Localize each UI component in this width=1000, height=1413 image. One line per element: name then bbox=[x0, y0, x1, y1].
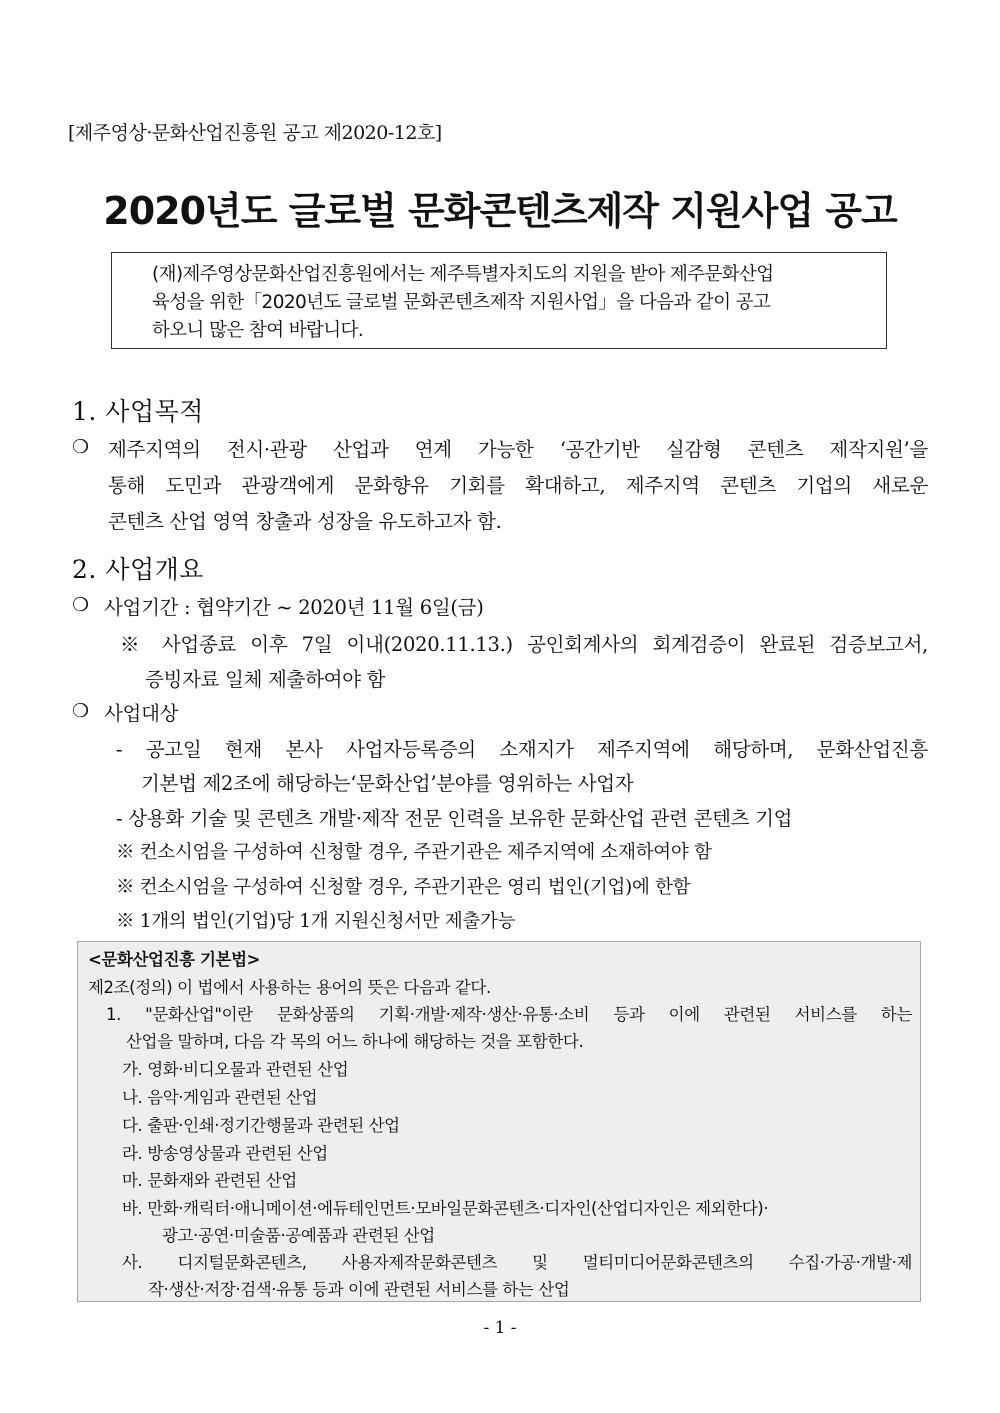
law-sub-item: 가. 영화·비디오물과 관련된 산업 bbox=[122, 1060, 349, 1079]
period-note-line: 증빙자료 일체 제출하여야 함 bbox=[145, 668, 386, 691]
law-sub-item: 바. 만화·캐릭터·애니메이션·에듀테인먼트·모바일문화콘텐츠·디자인(산업디자인은 제외한다)· bbox=[122, 1199, 769, 1218]
section1-heading: 1. 사업목적 bbox=[72, 397, 204, 426]
document-title: 2020년도 글로벌 문화콘텐츠제작 지원사업 공고 bbox=[103, 189, 897, 233]
law-sub-item: 다. 출판·인쇄·정기간행물과 관련된 산업 bbox=[122, 1116, 400, 1135]
page-number: - 1 - bbox=[483, 1318, 517, 1338]
intro-line: 하오니 많은 참여 바랍니다. bbox=[152, 320, 364, 341]
target-item2: - 상용화 기술 및 콘텐츠 개발·제작 전문 인력을 보유한 문화산업 관련 콘텐츠 기업 bbox=[116, 807, 793, 830]
section1-line: 콘텐츠 산업 영역 창출과 성장을 유도하고자 함. bbox=[108, 510, 502, 533]
law-item1-line: 1. "문화산업"이란 문화상품의 기획·개발·제작·생산·유통·소비 등과 이에 관련된 서비스를 하는 bbox=[106, 1005, 912, 1024]
law-sub-item: 나. 음악·게임과 관련된 산업 bbox=[122, 1088, 318, 1107]
law-reference-box bbox=[77, 941, 921, 1302]
section2-heading: 2. 사업개요 bbox=[72, 555, 204, 584]
target-item1-line: - 공고일 현재 본사 사업자등록증의 소재지가 제주지역에 해당하며, 문화산업진흥 bbox=[116, 738, 928, 761]
intro-line: 육성을 위한「2020년도 글로벌 문화콘텐츠제작 지원사업」을 다음과 같이 공고 bbox=[152, 292, 771, 313]
target-text: 사업대상 bbox=[104, 702, 179, 725]
target-note: ※ 컨소시엄을 구성하여 신청할 경우, 주관기관은 제주지역에 소재하여야 함 bbox=[116, 842, 712, 863]
intro-box bbox=[111, 252, 887, 349]
intro-line: (재)제주영상문화산업진흥원에서는 제주특별자치도의 지원을 받아 제주문화산업 bbox=[152, 264, 774, 285]
law-sub-item: 작·생산·저장·검색·유통 등과 이에 관련된 서비스를 하는 산업 bbox=[148, 1280, 570, 1299]
law-sub-item: 라. 방송영상물과 관련된 산업 bbox=[122, 1144, 328, 1163]
law-article: 제2조(정의) 이 법에서 사용하는 용어의 뜻은 다음과 같다. bbox=[88, 978, 491, 997]
period-text: 사업기간 : 협약기간 ~ 2020년 11월 6일(금) bbox=[104, 596, 484, 619]
law-item1-line: 산업을 말하며, 다음 각 목의 어느 하나에 해당하는 것을 포함한다. bbox=[126, 1032, 584, 1051]
law-sub-item: 마. 문화재와 관련된 산업 bbox=[122, 1171, 297, 1190]
period-note-line: ※ 사업종료 이후 7일 이내(2020.11.13.) 공인회계사의 회계검증이 완료된 검증보고서, bbox=[120, 633, 928, 656]
period-bullet-icon: ❍ bbox=[72, 594, 90, 616]
target-note: ※ 컨소시엄을 구성하여 신청할 경우, 주관기관은 영리 법인(기업)에 한함 bbox=[116, 877, 691, 898]
section1-line: 통해 도민과 관광객에게 문화향유 기회를 확대하고, 제주지역 콘텐츠 기업의 새로운 bbox=[108, 474, 928, 497]
section1-line: 제주지역의 전시·관광 산업과 연계 가능한 ‘공간기반 실감형 콘텐츠 제작지원’을 bbox=[108, 438, 928, 461]
section1-bullet-icon: ❍ bbox=[72, 436, 90, 458]
target-note: ※ 1개의 법인(기업)당 1개 지원신청서만 제출가능 bbox=[116, 911, 516, 932]
law-sub-item: 사. 디지털문화콘텐츠, 사용자제작문화콘텐츠 및 멀티미디어문화콘텐츠의 수집·가공·개발·제 bbox=[122, 1253, 912, 1272]
target-bullet-icon: ❍ bbox=[72, 700, 90, 722]
notice-number: [제주영상·문화산업진흥원 공고 제2020-12호] bbox=[68, 122, 442, 144]
target-item1-line: 기본법 제2조에 해당하는‘문화산업’분야를 영위하는 사업자 bbox=[141, 772, 634, 795]
law-title: <문화산업진흥 기본법> bbox=[88, 950, 261, 969]
law-sub-item: 광고·공연·미술품·공예품과 관련된 산업 bbox=[162, 1226, 435, 1245]
